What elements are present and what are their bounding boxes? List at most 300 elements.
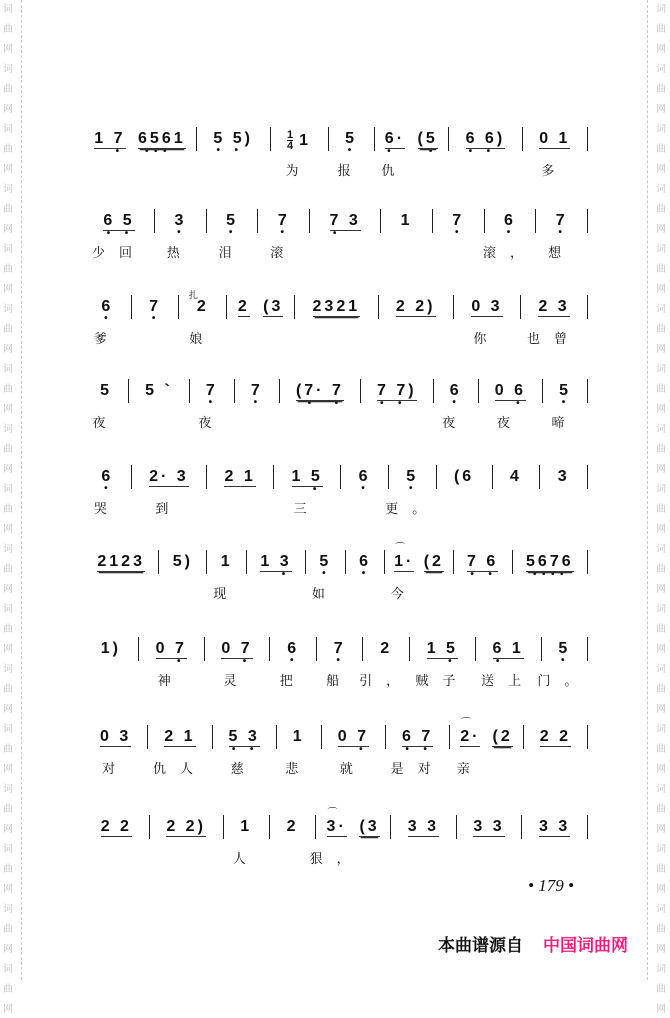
lyric: 狠， [309, 852, 364, 867]
notes [539, 130, 570, 149]
measure [84, 130, 196, 157]
measure [132, 468, 206, 517]
lyric: 哭 [93, 502, 121, 517]
notes [206, 382, 218, 400]
lyric: 娘 [189, 332, 217, 347]
bar-line [587, 725, 588, 749]
note-group [287, 818, 299, 844]
notes [138, 130, 186, 149]
measure [197, 130, 270, 156]
note-text: 2 2 [100, 818, 132, 835]
notes [278, 212, 290, 230]
score-row [84, 290, 588, 347]
note-text: 2· [460, 728, 481, 745]
low-octave-dots: • [252, 398, 262, 409]
watermark-char: 词 [3, 724, 13, 735]
note-group [92, 382, 120, 431]
measure [205, 640, 270, 689]
measure [224, 818, 269, 867]
watermark-char: 曲 [656, 804, 666, 815]
note-group [415, 640, 470, 689]
measure [274, 468, 340, 517]
note-group [385, 468, 440, 517]
low-octave-dots: • [293, 485, 321, 496]
note-text: 6 [449, 382, 462, 399]
measure [84, 818, 149, 845]
measure [277, 728, 321, 777]
note-text: 5 [100, 382, 112, 399]
note-group [330, 212, 361, 239]
watermark-char: 网 [3, 704, 13, 715]
notes [394, 543, 415, 572]
note-text: 6 [287, 640, 300, 657]
watermark-char: 词 [656, 64, 666, 75]
score-row [84, 382, 588, 431]
measure [386, 728, 449, 777]
page-number: • 179 • [528, 876, 574, 895]
watermark-char: 词 [3, 124, 13, 135]
lyric: 如 [311, 587, 339, 602]
note-text: 1) [100, 640, 122, 657]
bar-line [587, 637, 588, 661]
notes [406, 468, 418, 486]
note-text: 3· [326, 818, 347, 835]
footer-prefix: 本曲谱源自 [438, 936, 523, 956]
measure [385, 468, 440, 517]
low-octave-dots: • [150, 314, 160, 325]
note-text: 2 1 [164, 728, 196, 745]
bar-line [587, 379, 588, 403]
lyric: 夜 [92, 416, 120, 431]
note-text: 2123 [97, 553, 145, 570]
watermark-char: 网 [3, 104, 13, 115]
notes [166, 818, 206, 837]
watermark-char: 网 [3, 464, 13, 475]
note-text: 5 [558, 640, 571, 657]
notes [101, 640, 121, 658]
watermark-char: 网 [656, 644, 666, 655]
lyric: 报 [337, 164, 365, 179]
measure [207, 468, 273, 495]
note-text: 6 [504, 212, 516, 229]
note-group [263, 298, 283, 325]
bar-line [587, 295, 588, 319]
watermark-char: 网 [3, 584, 13, 595]
note-group [221, 640, 253, 689]
notes [359, 468, 371, 486]
lyric: 想 [548, 246, 576, 261]
notes [97, 553, 145, 572]
notes [396, 298, 436, 317]
watermark-char: 词 [3, 544, 13, 555]
measure [310, 212, 380, 239]
notes [495, 382, 526, 401]
notes [460, 718, 481, 747]
measure [537, 640, 592, 689]
notes [558, 640, 570, 658]
watermark-char: 网 [656, 884, 666, 895]
lyric: 人 [232, 852, 260, 867]
note-text: 3 3 [473, 818, 505, 835]
watermark-char: 网 [656, 704, 666, 715]
watermark-char: 词 [3, 964, 13, 975]
watermark-char: 词 [656, 784, 666, 795]
low-octave-dots: • • [215, 146, 252, 157]
note-text: 5 [406, 468, 419, 485]
measure [271, 129, 328, 179]
watermark-char: 词 [3, 604, 13, 615]
note-group [166, 212, 194, 261]
measure [132, 298, 179, 324]
measure [450, 718, 522, 777]
note-group [93, 298, 121, 347]
watermark-char: 词 [656, 244, 666, 255]
measure [159, 553, 206, 579]
lyric: 啼 [551, 416, 579, 431]
measure [322, 728, 385, 777]
lyric: 滚 [270, 246, 298, 261]
lyric: 船 [326, 674, 354, 689]
measure [84, 468, 131, 517]
watermark-char: 曲 [656, 864, 666, 875]
note-text: 0 7 [221, 640, 253, 657]
low-octave-dots: • [339, 745, 367, 756]
watermark-char: 网 [3, 824, 13, 835]
notes [504, 212, 516, 230]
note-group [238, 298, 250, 325]
lyric: 现 [213, 587, 241, 602]
watermark-char: 网 [656, 584, 666, 595]
low-octave-dots: • [207, 398, 217, 409]
score-row [84, 212, 588, 261]
watermark-char: 词 [3, 484, 13, 495]
note-group [232, 818, 260, 867]
notes [260, 553, 291, 572]
notes [101, 298, 113, 316]
low-octave-dots: • [346, 146, 356, 157]
watermark-char: 曲 [656, 144, 666, 155]
measure [410, 640, 475, 689]
note-group [537, 640, 592, 689]
notes [263, 298, 283, 317]
measure [385, 543, 452, 602]
low-octave-dots: • [560, 398, 570, 409]
note-text: 7 [149, 298, 162, 315]
note-text: (2 [423, 553, 444, 570]
watermark-char: 网 [3, 524, 13, 535]
notes [401, 212, 413, 230]
measure [437, 468, 492, 494]
note-group [224, 468, 255, 495]
measure [521, 298, 587, 347]
note-text: (3 [263, 298, 284, 315]
notes [380, 640, 392, 658]
measure [179, 290, 226, 347]
notes [402, 728, 433, 747]
low-octave-dots: • [96, 147, 124, 158]
note-text: 5 3 [228, 728, 260, 745]
watermark-char: 词 [656, 184, 666, 195]
low-octave-dots: • • [230, 745, 258, 756]
note-group [481, 640, 536, 689]
note-text: 6 6) [465, 130, 506, 147]
bar-line [587, 209, 588, 233]
lyric: 多 [541, 164, 569, 179]
note-group [492, 728, 512, 755]
notes [467, 553, 498, 572]
note-group [326, 640, 354, 689]
measure [150, 818, 223, 845]
note-group [138, 130, 186, 157]
notes [164, 728, 195, 747]
watermark-char: 词 [3, 844, 13, 855]
lyric: 三 [293, 502, 321, 517]
watermark-char: 曲 [3, 624, 13, 635]
watermark-char: 曲 [3, 384, 13, 395]
watermark-char: 网 [3, 284, 13, 295]
lyric: 仇人 [152, 762, 207, 777]
watermark-char: 词 [3, 364, 13, 375]
note-text: 5 ` [145, 382, 173, 399]
measure [476, 640, 541, 689]
note-group [454, 468, 474, 494]
measure [379, 298, 453, 325]
watermark-char: 词 [3, 904, 13, 915]
note-text: 2 2) [166, 818, 206, 835]
measure [540, 468, 587, 494]
note-group [100, 728, 132, 777]
notes [238, 298, 250, 317]
note-text: 2 3 [538, 298, 570, 315]
watermark-char: 曲 [656, 924, 666, 935]
watermark-char: 曲 [656, 684, 666, 695]
fermata-icon: ⌒ [395, 543, 409, 554]
note-group [424, 553, 444, 580]
note-text: 1 [220, 553, 233, 570]
notes [240, 818, 252, 836]
note-group [482, 212, 537, 261]
score-row [84, 718, 588, 777]
note-group [390, 728, 445, 777]
notes [450, 382, 462, 400]
fermata-icon: ⌒ [327, 808, 341, 819]
lyric: 也曾 [527, 332, 582, 347]
note-group [452, 212, 464, 238]
note-text: 5676 [526, 553, 574, 570]
note-group [408, 818, 439, 845]
lyric: 悲 [285, 762, 313, 777]
notes [292, 468, 323, 487]
watermark-char: 网 [656, 764, 666, 775]
watermark-char: 词 [656, 4, 666, 15]
note-text: 7 6 [467, 553, 499, 570]
measure [84, 728, 147, 777]
measure [270, 818, 315, 844]
source-footer [438, 931, 628, 956]
low-octave-dots: ••• [143, 147, 180, 158]
watermark-char: 曲 [656, 564, 666, 575]
measure [155, 212, 206, 261]
measure [449, 130, 522, 157]
notes [101, 468, 113, 486]
note-group [97, 553, 145, 580]
watermark-char: 曲 [3, 804, 13, 815]
measure [84, 382, 128, 431]
lyric: 神 [157, 674, 185, 689]
measure [207, 212, 258, 261]
watermark-char: 词 [3, 64, 13, 75]
note-group [291, 468, 323, 517]
watermark-char: 网 [656, 284, 666, 295]
bar-line [587, 127, 588, 151]
low-octave-dots: • [223, 657, 251, 668]
note-text: 6 [358, 468, 371, 485]
note-text: 0 3 [471, 298, 503, 315]
measure [479, 382, 542, 431]
notes [226, 212, 238, 230]
note-group [418, 130, 438, 157]
watermark-char: 曲 [656, 384, 666, 395]
measure [84, 212, 154, 261]
note-group [93, 468, 121, 517]
notes [424, 553, 444, 572]
notes [287, 818, 299, 836]
watermark-char: 网 [656, 944, 666, 955]
notes [540, 728, 571, 747]
note-text: 1 3 [260, 553, 292, 570]
measure [523, 130, 587, 179]
note-text: 2 2) [395, 298, 436, 315]
watermark-char: 网 [3, 344, 13, 355]
note-group [467, 553, 498, 580]
note-group [510, 468, 522, 494]
note-group [526, 553, 574, 580]
watermark-char: 曲 [3, 864, 13, 875]
note-text: 1 [299, 131, 312, 149]
note-group [270, 212, 298, 261]
watermark-char: 词 [656, 124, 666, 135]
note-group [173, 553, 193, 579]
lyric: 更。 [385, 502, 440, 517]
note-group [381, 130, 409, 179]
notes [466, 130, 506, 149]
notes [452, 212, 464, 230]
low-octave-dots: • [102, 484, 112, 495]
lyric: 为 [285, 164, 313, 179]
watermark-char: 词 [3, 424, 13, 435]
note-text: 0 1 [539, 130, 571, 147]
measure [359, 640, 414, 689]
watermark-char: 词 [656, 424, 666, 435]
note-text: 6 [101, 298, 114, 315]
notes [313, 298, 361, 317]
notes [296, 382, 344, 401]
low-octave-dots: • [102, 314, 112, 325]
note-text: 6· [384, 130, 406, 147]
footer-brand-link[interactable]: 中国词曲网 [543, 936, 628, 956]
watermark-char: 曲 [3, 144, 13, 155]
lyric: 送上 [481, 674, 536, 689]
note-group [551, 382, 579, 431]
note-text: 4 [510, 468, 522, 485]
notes [510, 468, 522, 486]
lyric: 引， [359, 674, 414, 689]
measure [454, 298, 520, 347]
measure [270, 640, 315, 689]
notes [100, 728, 131, 747]
notes [101, 818, 132, 837]
notes [526, 553, 574, 572]
note-group [401, 212, 413, 238]
notes [473, 818, 504, 837]
note-text: 1 5 [291, 468, 323, 485]
note-group [260, 553, 291, 580]
lyric: 少回 [92, 246, 147, 261]
measure [536, 212, 587, 261]
score-row [84, 543, 588, 602]
note-group [456, 718, 484, 777]
watermark-char: 词 [3, 664, 13, 675]
watermark-char: 网 [656, 524, 666, 535]
bar-line [587, 465, 588, 489]
low-octave-dots: • [360, 569, 370, 580]
note-text: 7 [277, 212, 290, 229]
low-octave-dots: • [157, 657, 185, 668]
note-text: 1 [292, 728, 305, 745]
note-group [101, 640, 121, 666]
lyric: 夜 [442, 416, 470, 431]
measure [295, 298, 377, 325]
note-text: 6 [101, 468, 114, 485]
watermark-char: 网 [656, 1004, 666, 1015]
watermark-char: 词 [3, 784, 13, 795]
note-group [539, 818, 570, 845]
watermark-char: 网 [3, 884, 13, 895]
note-text: 6 7 [401, 728, 434, 745]
lyric: 门。 [537, 674, 592, 689]
notes [334, 640, 346, 658]
note-text: 2 [237, 298, 250, 315]
note-group [285, 728, 313, 777]
low-octave-dots: • [227, 228, 237, 239]
note-group [251, 382, 263, 408]
notes [100, 382, 112, 400]
watermark-char: 网 [3, 1004, 13, 1015]
note-group [101, 818, 132, 845]
low-octave-dots: • [418, 147, 437, 158]
note-group [213, 553, 241, 602]
low-octave-dots: • • [467, 147, 504, 158]
note-text: 0 7 [337, 728, 369, 745]
note-group [92, 212, 147, 261]
measure [84, 640, 138, 666]
watermark-char: 曲 [3, 324, 13, 335]
watermark-char: 曲 [656, 24, 666, 35]
notes [338, 728, 369, 747]
notes [493, 640, 524, 659]
watermark-char: 曲 [656, 204, 666, 215]
measure [129, 382, 189, 408]
low-octave-dots: • [451, 398, 461, 409]
notes [345, 130, 357, 148]
note-group [198, 382, 226, 431]
notes [221, 640, 252, 659]
note-group [390, 543, 418, 602]
low-octave-dots: • [505, 228, 515, 239]
note-text: 3 3 [407, 818, 439, 835]
lyric: 到 [155, 502, 183, 517]
margin-divider-right [647, 0, 648, 980]
